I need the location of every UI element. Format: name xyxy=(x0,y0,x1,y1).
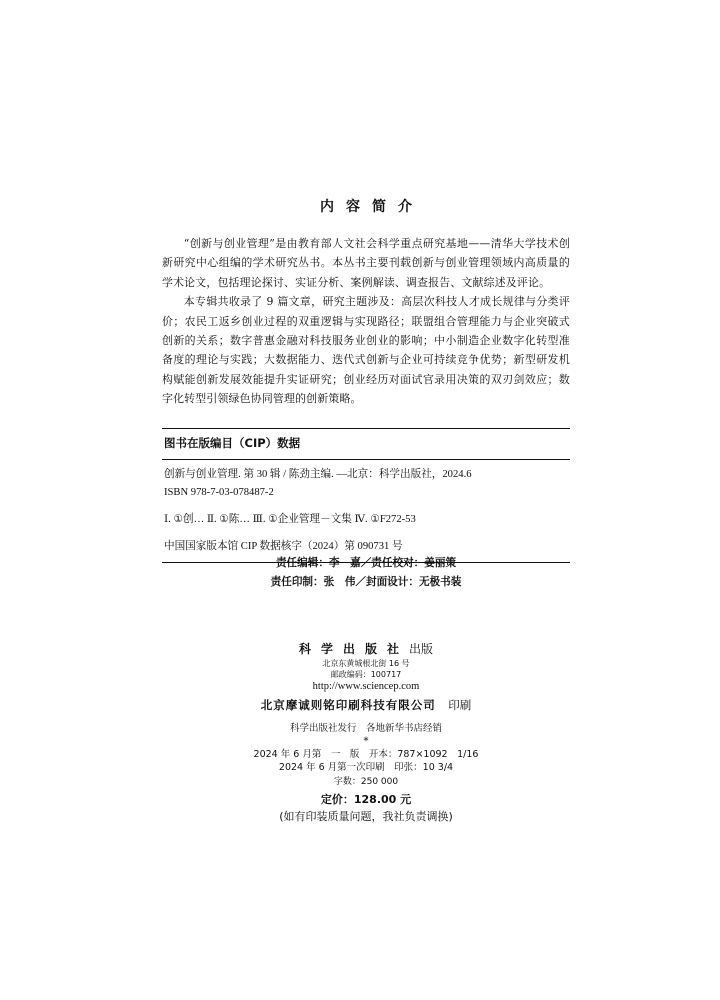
responsible-staff xyxy=(162,554,570,592)
cip-record-number: 中国国家版本馆 CIP 数据核字（2024）第 090731 号 xyxy=(164,541,403,552)
distributor: 科学出版社发行 各地新华书店经销 xyxy=(289,723,442,734)
price: 定价：128.00 元 xyxy=(320,793,412,806)
quality-note: (如有印装质量问题，我社负责调换) xyxy=(279,810,453,823)
summary-paragraph-1: “创新与创业管理”是由教育部人文社会科学重点研究基地——清华大学技术创新研究中心组编的学术研究丛书。本丛书主要刊载创新与创业管理领域内高质量的学术论文，包括理论探讨、实证分析、案例解读、调查报告、文献综述及评论。 xyxy=(162,237,570,289)
publisher-address: 北京东黄城根北街 16 号 xyxy=(322,659,410,668)
publisher-suffix: 出版 xyxy=(409,642,434,656)
printer-name: 北京摩诚则铭印刷科技有限公司 xyxy=(260,698,436,712)
publisher-name: 科学出版社 xyxy=(298,642,409,656)
staff-production: 责任印制：张 伟／封面设计：无极书装 xyxy=(270,576,462,588)
summary-paragraph-2: 本专辑共收录了 9 篇文章，研究主题涉及：高层次科技人才成长规律与分类评价；农民工返乡创业过程的双重逻辑与实现路径；联盟组合管理能力与企业突破式创新的关系；数字普惠金融对科技服务业创业的影响；中小制造企业数字化转型准备度的理论与实践；大数据能力、迭代式创新与企业可持续竞争优势；新型研发机构赋能创新发展效能提升实证研究；创业经历对面试官录用决策的双刃剑效应；数字化转型引领绿色协同管理的创新策略。 xyxy=(162,295,570,406)
cip-title: 图书在版编目（CIP）数据 xyxy=(164,436,301,450)
cip-classification: Ⅰ. ①创… Ⅱ. ①陈… Ⅲ. ①企业管理－文集 Ⅳ. ①F272-53 xyxy=(164,514,416,525)
publisher-postcode: 邮政编码：100717 xyxy=(330,670,402,679)
edition-info: 2024 年 6 月第 一 版 开本：787×1092 1/16 xyxy=(253,749,479,760)
printer-line xyxy=(162,696,570,714)
printer-suffix: 印刷 xyxy=(448,698,472,712)
cip-isbn: ISBN 978-7-03-078487-2 xyxy=(164,487,274,498)
content-summary xyxy=(162,196,570,409)
cip-block xyxy=(162,428,570,563)
staff-editors: 责任编辑：李 嘉／责任校对：姜丽策 xyxy=(275,557,457,569)
colophon xyxy=(162,640,570,825)
publisher-line xyxy=(162,640,570,658)
word-count: 字数：250 000 xyxy=(333,777,399,787)
printing-info: 2024 年 6 月第一次印刷 印张：10 3/4 xyxy=(278,762,454,773)
cip-citation: 创新与创业管理. 第 30 辑 / 陈劲主编. —北京：科学出版社，2024.6 xyxy=(164,469,472,480)
summary-title: 内容简介 xyxy=(320,199,424,215)
publisher-url: http://www.sciencep.com xyxy=(312,681,420,692)
separator-star: * xyxy=(363,736,369,747)
